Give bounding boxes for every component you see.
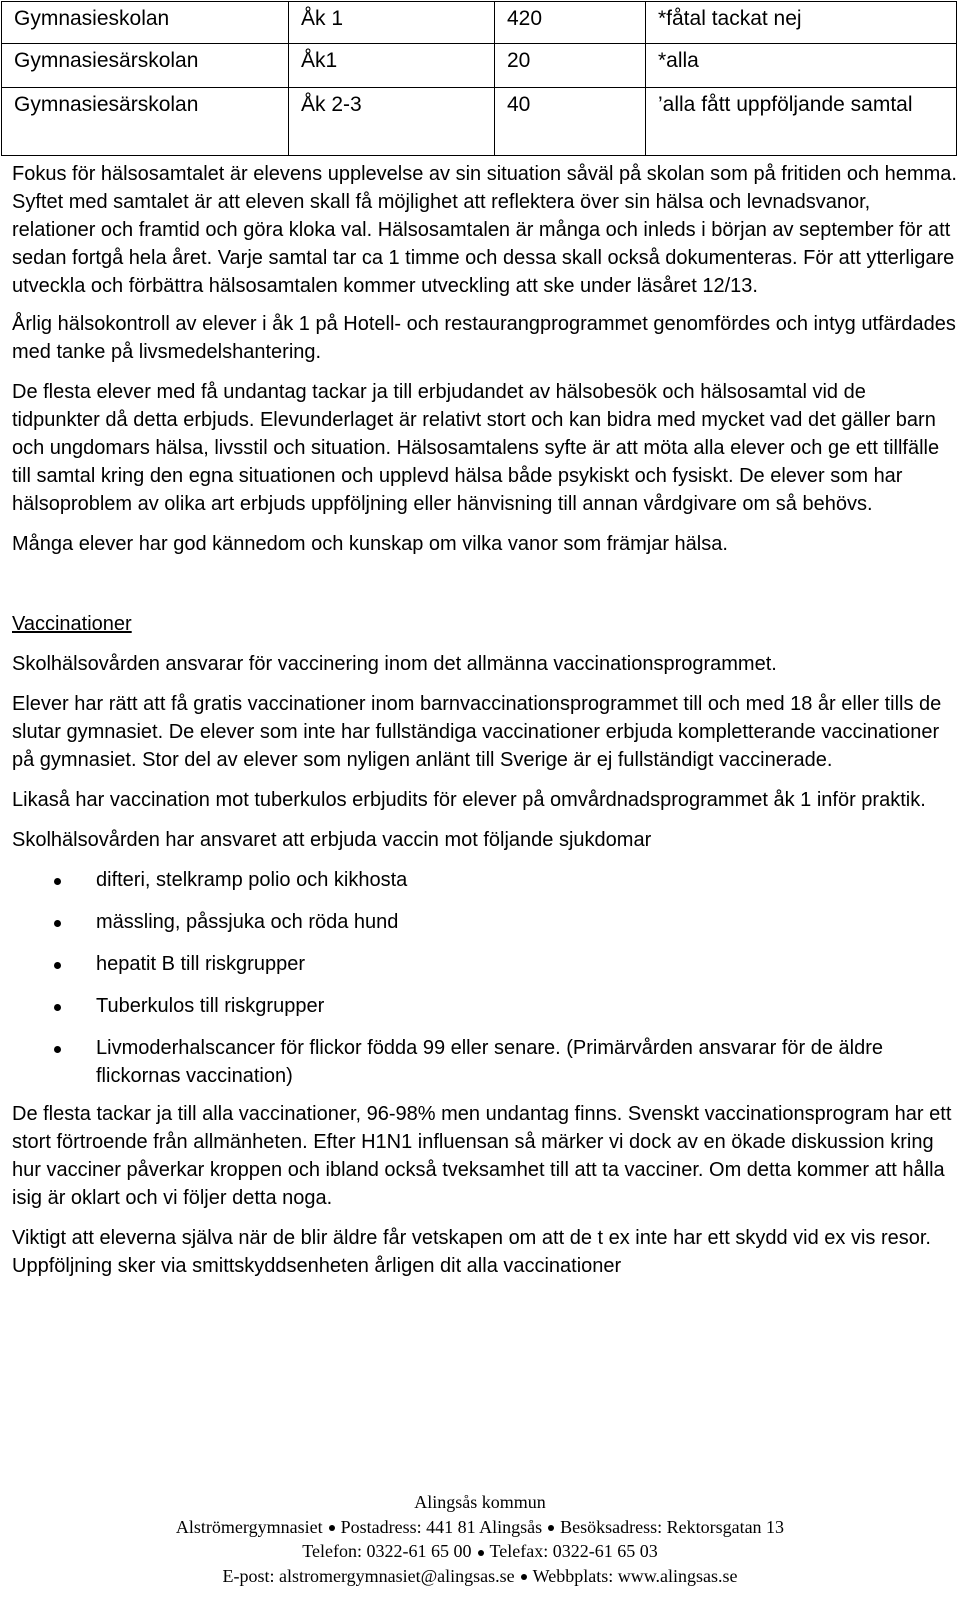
list-item-text: Livmoderhalscancer för flickor födda 99 eller senare. (Primärvården ansvarar för de äldre flickornas vaccination) — [96, 1037, 884, 1087]
bullet-icon — [54, 920, 61, 927]
table-cell: 420 — [495, 2, 646, 44]
footer-contact-line — [0, 1564, 960, 1589]
paragraph-follow-up: Viktigt att eleverna själva när de blir äldre får vetskapen om att de t ex inte har ett skydd vid ex vis resor. Uppföljning sker via smittskyddsenheten årligen dit alla vaccinationer — [12, 1227, 931, 1277]
list-item-text: Tuberkulos till riskgrupper — [96, 995, 325, 1017]
list-item-text: difteri, stelkramp polio och kikhosta — [96, 869, 408, 891]
student-count-table — [1, 1, 957, 156]
list-item-text: mässling, påssjuka och röda hund — [96, 911, 399, 933]
footer-org: Alingsås kommun — [414, 1492, 546, 1512]
section-heading-vaccinations: Vaccinationer — [12, 613, 132, 635]
paragraph-vaccination-responsibility: Skolhälsovården ansvarar för vaccinering inom det allmänna vaccinationsprogrammet. — [12, 653, 777, 675]
bullet-icon — [548, 1525, 554, 1531]
bullet-icon — [54, 1046, 61, 1053]
bullet-icon — [54, 1004, 61, 1011]
table-cell: *fåtal tackat nej — [646, 2, 957, 44]
list-item — [12, 950, 958, 978]
footer-address-line — [0, 1515, 960, 1540]
footer-school: Alströmergymnasiet — [175, 1516, 323, 1537]
bullet-icon — [54, 878, 61, 885]
footer-email[interactable]: E-post: alstromergymnasiet@alingsas.se — [222, 1565, 515, 1586]
footer-fax: Telefax: 0322-61 65 03 — [489, 1541, 658, 1561]
paragraph-participation: De flesta elever med få undantag tackar ja till erbjudandet av hälsobesök och hälsosamtal vid de tidpunkter då detta erbjuds. Elevunderlaget är relativt stort och kan bidra med mycket vad det gäller barn och ungdomars hälsa, livsstil och situation. Hälsosamtalens syfte är att möta alla elever och ge ett tillfälle till samtal kring den egna situationen och upplevd hälsa både psykiskt och fysiskt. De elever som har hälsoproblem av olika art erbjuds uppföljning eller hänvisning till annan vårdgivare om så behövs. — [12, 381, 940, 515]
table-cell: Gymnasiesärskolan — [2, 88, 289, 156]
list-item — [12, 1034, 958, 1090]
bullet-icon — [54, 962, 61, 969]
table-cell: Åk 1 — [289, 2, 495, 44]
paragraph-acceptance: De flesta tackar ja till alla vaccinationer, 96-98% men undantag finns. Svenskt vaccinationsprogram har ett stort förtroende från allmänheten. Efter H1N1 influensan så märker vi dock av en ökade diskussion kring hur vacciner påverkar kroppen och ibland också tveksamhet till att ta vacciner. Om detta kommer att hålla isig är oklart och vi följer detta noga. — [12, 1103, 952, 1209]
paragraph-diseases-intro: Skolhälsovården har ansvaret att erbjuda vaccin mot följande sjukdomar — [12, 829, 652, 851]
bullet-icon — [478, 1550, 484, 1556]
table-cell: ’alla fått uppföljande samtal — [646, 88, 957, 156]
table-row — [2, 2, 957, 44]
footer-phone-line — [0, 1539, 960, 1564]
paragraph-habits: Många elever har god kännedom och kunskap om vilka vanor som främjar hälsa. — [12, 533, 728, 555]
table-cell: 40 — [495, 88, 646, 156]
paragraph-health-talks: Fokus för hälsosamtalet är elevens upplevelse av sin situation såväl på skolan som på fritiden och hemma. Syftet med samtalet är att eleven skall få möjlighet att reflektera över sin hälsa och levnadsvanor, relationer och framtid och göra kloka val. Hälsosamtalen är många och inleds i början av september för att sedan fortgå hela året. Varje samtal tar ca 1 timme och dessa skall också dokumenteras. För att ytterligare utveckla och förbättra hälsosamtalen kommer utveckling att ske under läsåret 12/13. — [12, 163, 957, 297]
list-item — [12, 992, 958, 1020]
footer-phone: Telefon: 0322-61 65 00 — [302, 1541, 472, 1561]
table-cell: Gymnasieskolan — [2, 2, 289, 44]
table-cell: 20 — [495, 44, 646, 88]
table-cell: *alla — [646, 44, 957, 88]
table-row — [2, 88, 957, 156]
page-footer — [0, 1490, 960, 1588]
list-item — [12, 908, 958, 936]
paragraph-tuberculosis: Likaså har vaccination mot tuberkulos erbjudits för elever på omvårdnadsprogrammet åk 1 inför praktik. — [12, 789, 926, 811]
bullet-icon — [329, 1525, 335, 1531]
paragraph-vaccination-rights: Elever har rätt att få gratis vaccinationer inom barnvaccinationsprogrammet till och med 18 år eller tills de slutar gymnasiet. De elever som inte har fullständiga vaccinationer erbjuda kompletterande vaccinationer på gymnasiet. Stor del av elever som nyligen anlänt till Sverige är ej fullständigt vaccinerade. — [12, 693, 942, 771]
table-cell: Åk1 — [289, 44, 495, 88]
list-item — [12, 866, 958, 894]
list-item-text: hepatit B till riskgrupper — [96, 953, 305, 975]
table-row — [2, 44, 957, 88]
disease-list — [12, 866, 958, 1090]
table-cell: Gymnasiesärskolan — [2, 44, 289, 88]
paragraph-health-check: Årlig hälsokontroll av elever i åk 1 på Hotell- och restaurangprogrammet genomfördes och intyg utfärdades med tanke på livsmedelshantering. — [12, 313, 956, 363]
footer-postal: Postadress: 441 81 Alingsås — [340, 1516, 543, 1537]
footer-visit: Besöksadress: Rektorsgatan 13 — [560, 1516, 785, 1537]
document-body — [12, 160, 958, 1292]
table-cell: Åk 2-3 — [289, 88, 495, 156]
bullet-icon — [521, 1574, 527, 1580]
footer-web[interactable]: Webbplats: www.alingsas.se — [532, 1565, 738, 1586]
